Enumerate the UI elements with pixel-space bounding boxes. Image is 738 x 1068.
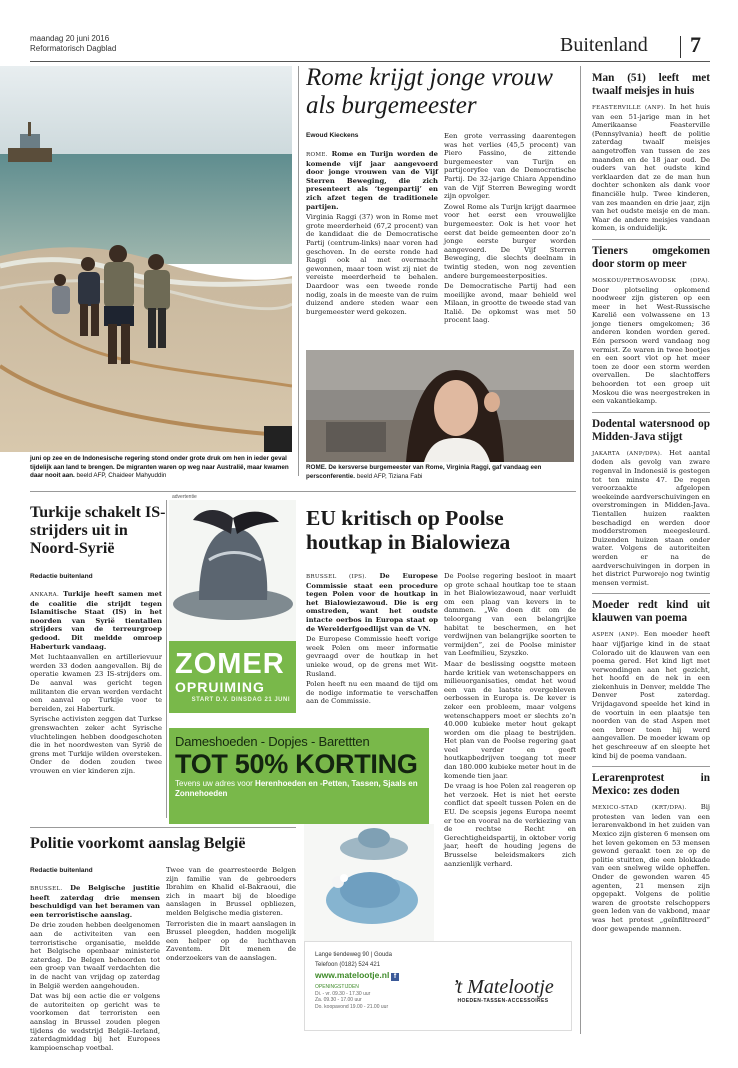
side-place: JAKARTA (ANP/DPA). bbox=[592, 450, 663, 457]
side-text: Het aantal doden als gevolg van zware regenval in Indonesië is gestegen tot ten minste 47. De regen veroorzaakte afgelopen weekeinde aardverschuivingen en overstromingen in Midden-Java. Tientallen huizen raakten beschadigd en werden door modderstromen meegesleurd. Duizenden huizen staan onder water. Volgens de autoriteiten werden er na de aardverschuivingen in dorpen in het district Purworejo nog twintig mensen vermist. bbox=[592, 448, 710, 587]
side-rule bbox=[592, 412, 710, 413]
ad-zomer: ZOMER bbox=[175, 648, 285, 680]
photo-raggi-credit: beeld AFP, Tiziana Fabi bbox=[356, 472, 423, 480]
side-place: ASPEN (ANP). bbox=[592, 632, 640, 639]
turkije-byline: Redactie buitenland bbox=[30, 573, 93, 580]
politie-lead: De Belgische justitie heeft zaterdag drie mensen beschuldigd van het beramen van een terroristische aanslag. bbox=[30, 884, 160, 919]
rome-place: ROME. bbox=[306, 152, 328, 158]
rome-col-1 bbox=[306, 150, 438, 318]
ad-offer bbox=[169, 728, 429, 824]
section-rule bbox=[30, 491, 576, 492]
rome-paragraph: Een grote verrassing daarentegen was het verlies (45,5 procent) van Piero Fassino, de zittende burgemeester van Turijn en partijcoryfee van de Democratische Partij. De 32-jarige Chiara Appendino van de Vijf Sterren Beweging wordt zijn opvolger. bbox=[444, 132, 576, 201]
turkije-paragraph: Syrische activisten zeggen dat Turkse grenswachten zeker acht Syrische vluchtelingen hebben doodgeschoten die in het noordwesten van Syrië de grens met Turkije wilden oversteken. Onder de doden zouden twee vrouwen en vier kinderen zijn. bbox=[30, 715, 162, 775]
eu-col-1 bbox=[306, 572, 438, 708]
side-column bbox=[592, 72, 710, 935]
eu-col-2 bbox=[444, 572, 576, 870]
side-place: MEXICO-STAD (KRT/DPA). bbox=[592, 805, 687, 812]
politie-paragraph: De drie zouden hebben deelgenomen aan de activiteiten van een terroristische organisatie, meldde het Belgische openbaar ministerie zaterdag. De Belgen behoorden tot een groep van twaalf verdachten die in de nacht van vrijdag op zaterdag in België werden aangehouden. bbox=[30, 921, 160, 990]
ad-tevens-prefix: Tevens uw adres voor bbox=[175, 779, 256, 788]
side-rule bbox=[592, 593, 710, 594]
ad-brand-logo bbox=[439, 976, 567, 1004]
ad-brand-sub: HOEDEN-TASSEN-ACCESSOIRES bbox=[457, 998, 549, 1004]
photo-raggi-drawing bbox=[306, 350, 574, 462]
ad-korting: TOT 50% KORTING bbox=[175, 749, 418, 779]
photo-raggi-caption bbox=[306, 464, 574, 481]
rome-paragraph: Zowel Rome als Turijn krijgt daarmee voor het eerst een vrouwelijke burgemeester. Ook is het voor het eerst dat beide gemeenten door zo’n jonge eerste burger worden aangevoerd. De Vijf Sterren Beweging, die slechts deelnam in twintig steden, won nog zeventien andere burgemeesterposities. bbox=[444, 202, 576, 280]
side-text: Bij protesten van leden van een lerarenvakbond in het zuiden van Mexico zijn gisteren 6 mensen om het leven gekomen en 53 mensen gewond geraakt toen ze op de politie stuitten, die een blokkade van een snelweg wilde opheffen. Onder de gewonden waren 45 agenten, 21 mensen zijn opgepakt. Volgens de politie waren de grootste relschoppers geen leden van de vakbond, maar was het protest „geïnfiltreerd” door gewapende mannen. bbox=[592, 803, 710, 933]
ad-hat-photo bbox=[169, 500, 296, 641]
politie-col-1 bbox=[30, 884, 160, 1054]
ad-items: Dameshoeden - Dopjes - Barettten bbox=[175, 734, 370, 749]
header-rule bbox=[30, 61, 710, 62]
ad-hours-title: OPENINGSTIJDEN bbox=[315, 984, 359, 990]
rome-paragraph: De Democratische Partij had een moeilijke avond, maar behield wel Milaan, in grootte de tweede stad van Italië. De opkomst was met 50 procent laag. bbox=[444, 282, 576, 325]
politie-headline: Politie voorkomt aanslag België bbox=[30, 835, 246, 852]
column-rule bbox=[580, 66, 581, 1034]
eu-paragraph: De Europese Commissie heeft vorige week Polen om meer informatie gevraagd over de houtkap in het unieke woud, op de grens met Wit-Rusland. bbox=[306, 635, 438, 678]
rome-headline: Rome krijgt jonge vrouw als burgemeester bbox=[306, 64, 553, 119]
side-text: Een moeder heeft haar vijfjarige kind in de staat Colorado uit de klauwen van een poema gered. Het kind ligt met verwondingen aan het gezicht, het hoofd en de nek in een ziekenhuis in Denver, meldde The Denver Post zaterdag. Vrijdagavond speelde het kind in de voortuin in een plaatsje ten noorden van de stad Aspen met een broer toen hij werd aangevallen. De moeder kwam op het geschreeuw af en sleepte het kind bij de poema vandaan. bbox=[592, 630, 710, 760]
page-number: 7 bbox=[690, 32, 701, 57]
photo-migrants-credit: beeld AFP, Chaideer Mahyuddin bbox=[76, 472, 167, 479]
ad-label: advertentie bbox=[172, 494, 197, 500]
politie-paragraph: Twee van de gearresteerde Belgen zijn familie van de gebroeders Ibrahim en Khalid el-Bakraoui, die zich in maart bij de bloedige aanslagen in Brussel opbliezen, melden Belgische media gisteren. bbox=[166, 866, 296, 917]
ad-shop-info bbox=[304, 941, 572, 1031]
side-headline: Dodental watersnood op Midden-Java stijgt bbox=[592, 417, 710, 443]
rome-lead: Rome en Turijn worden de komende vijf jaar aangevoerd door jonge vrouwen van de Vijf Sterren Beweging, die zich presenteert als ‘tegenpartij’ en zich afzet tegen de traditionele partijen. bbox=[306, 150, 438, 211]
section-title: Buitenland bbox=[560, 34, 648, 56]
side-headline: Tieners omgekomen door storm op meer bbox=[592, 244, 710, 270]
ad-start: START D.V. DINSDAG 21 JUNI bbox=[191, 697, 290, 703]
turkije-paragraph: Met luchtaanvallen en artillerievuur werden 33 doden aangevallen. Bij de operatie kwamen 23 IS-strijders om. De aanval was gericht tegen militanten die ervan werden verdacht een aanval op Turkije voor te bereiden, zei Haberturk. bbox=[30, 653, 162, 713]
ad-hat-photo-2 bbox=[304, 824, 434, 941]
side-rule bbox=[592, 239, 710, 240]
ad-url-link[interactable]: www.matelootje.nl bbox=[315, 970, 390, 980]
hat-icon bbox=[304, 824, 434, 941]
ad-hours: Za. 09.30 - 17.00 uur bbox=[315, 997, 362, 1003]
eu-place: BRUSSEL (IPS). bbox=[306, 574, 367, 580]
facebook-icon[interactable]: f bbox=[391, 973, 399, 981]
ad-hours: Do. koopavond 19.00 - 21.00 uur bbox=[315, 1003, 389, 1010]
politie-paragraph: Terroristen die in maart aanslagen in Brussel pleegden, hadden mogelijk een helper op de luchthaven Zaventem. Dit menen de onderzoekers van de aanslagen. bbox=[166, 919, 296, 962]
photo-migrants bbox=[0, 66, 292, 452]
turkije-lead: Turkije heeft samen met de coalitie die strijdt tegen Islamitische Staat (IS) in het noorden van Syrië tientallen strijders van de terreurgroep gedood. Dit meldde omroep Haberturk vandaag. bbox=[30, 590, 162, 651]
side-text: Door plotseling opkomend noodweer zijn gisteren op een meer in het West-Russische Karelië een volwassene en 13 jonge tieners omgekomen; 36 anderen konden worden gered. Eén persoon werd vandaag nog vermist. Ze waren in twee bootjes en een soort vlot op het meer toen ze door een storm werden overvallen. De slachtoffers behoorden tot een groep uit Moskou die was neergestreken in een vakantiekamp. bbox=[592, 285, 710, 406]
side-text: In het huis van een 51-jarige man in het Amerikaanse Feasterville (Pennsylvania) heeft de politie zaterdag twaalf meisjes aangetroffen van tussen de zes maanden en de 18 jaar oud. De ouders van het oudste kind verklaarden dat ze de man hun dochter schonken als dank voor financiële hulp. Twee kinderen, van zes maanden en drie jaar, zijn van het oudste meisje en de man. Waar de andere meisjes vandaan komen, is onduidelijk. bbox=[592, 103, 710, 233]
photo-raggi-caption-text: ROME. De kersverse burgemeester van Rome, Virginia Raggi, gaf vandaag een persconferentie. bbox=[306, 464, 542, 480]
ad-brand: ’t Matelootje bbox=[452, 976, 554, 998]
rome-byline: Ewoud Kieckens bbox=[306, 132, 359, 139]
politie-byline: Redactie buitenland bbox=[30, 867, 93, 874]
photo-raggi bbox=[306, 350, 574, 462]
side-headline: Moeder redt kind uit klauwen van poema bbox=[592, 599, 710, 625]
rome-paragraph: Virginia Raggi (37) won in Rome met grote meerderheid (67,2 procent) van de kandidaat die de Democratische Partij (centrum-links) naar voren had geschoven. In de eerste ronde had Raggi ook al met overmacht gewonnen, maar toen wist zij niet de vereiste meerderheid te behalen. Daardoor was een tweede ronde nodig, zoals in de meeste van de ruim duizend andere steden waar een burgemeester werd gekozen. bbox=[306, 213, 438, 316]
eu-lead: De Europese Commissie staat een procedure tegen Polen voor de houtkap in het Bialowiezawoud. Die is erg omstreden, want het oudste intacte oerbos in Europa staat op de Werelderfgoedlijst van de VN. bbox=[306, 572, 438, 633]
eu-paragraph: Polen heeft nu een maand de tijd om de nodige informatie te verschaffen aan de Commissie. bbox=[306, 680, 438, 706]
turkije-body bbox=[30, 590, 162, 777]
ad-tevens-bold: Herenhoeden en -Petten, Tassen, Sjaals en Zonnehoeden bbox=[175, 779, 418, 798]
section-rule bbox=[30, 827, 296, 828]
politie-col-2 bbox=[166, 866, 296, 965]
column-rule bbox=[298, 66, 299, 476]
ad-tevens bbox=[175, 779, 423, 799]
eu-headline: EU kritisch op Poolse houtkap in Bialowieza bbox=[306, 506, 511, 554]
ad-phone: Telefoon (0182) 524 421 bbox=[315, 962, 381, 968]
ad-shop-block bbox=[315, 950, 399, 1010]
eu-paragraph: Maar de beslissing oogstte meteen harde kritiek van wetenschappers en milieuorganisaties, omdat het woud een van de laatste overgebleven oerbossen in Europa is. De kever is zeker een probleem, maar volgens wetenschappers moet er slechts zo’n 40.000 kubieke meter hout gekapt worden om die plaag te bestrijden. Het plan van de Poolse regering gaat veel verder en geeft houtkapbedrijven toegang tot meer dan 180.000 kubieke meter hout in de komende tien jaar. bbox=[444, 659, 577, 780]
ad-hours: Di. - vr. 09.30 - 17.30 uur bbox=[315, 990, 371, 997]
side-place: FEASTERVILLE (ANP). bbox=[592, 105, 666, 111]
politie-place: BRUSSEL. bbox=[30, 886, 63, 892]
eu-paragraph: De Poolse regering besloot in maart op grote schaal houtkap toe te staan in het Bialowiezawoud, naar verluidt om een plaag van kevers in te dammen. „We doen dit om de teloorgang van een belangrijke habitat te beschermen, en het verdwijnen van belangrijke soorten te vermijden”, zei de Poolse minister van Leefmilieu, Szyszko. bbox=[444, 572, 576, 658]
side-rule bbox=[592, 766, 710, 767]
turkije-place: ANKARA. bbox=[30, 592, 60, 598]
photo-migrants-caption-text: juni op zee en de Indonesische regering stond onder grote druk om hen in ieder geval tijdelijk aan land te brengen. De migranten waren op weg naar Australië, maar kwamen daar nooit aan. bbox=[30, 455, 289, 479]
ad-opruiming: OPRUIMING bbox=[175, 679, 265, 695]
header-paper: Reformatorisch Dagblad bbox=[30, 44, 117, 53]
politie-paragraph: Dat was bij een actie die er volgens de autoriteiten op gericht was te voorkomen dat terroristen een aanslag in Brussel zouden plegen tijdens de wedstrijd België–Ierland, zaterdagmiddag bij het Europees kampioenschap voetbal. bbox=[30, 992, 160, 1052]
side-headline: Lerarenprotest in Mexico: zes doden bbox=[592, 772, 710, 798]
header-date-block bbox=[30, 34, 116, 54]
hat-icon bbox=[169, 500, 296, 641]
header-date: maandag 20 juni 2016 bbox=[30, 34, 110, 43]
photo-migrants-caption bbox=[30, 455, 292, 481]
ad-banner bbox=[169, 641, 296, 713]
column-rule bbox=[166, 500, 167, 818]
photo-migrants-drawing bbox=[0, 66, 292, 452]
side-place: MOSKOU/PETROSAVODSK (DPA). bbox=[592, 277, 710, 284]
side-headline: Man (51) leeft met twaalf meisjes in huis bbox=[592, 72, 710, 97]
eu-paragraph: De vraag is hoe Polen zal reageren op het verzoek. Het is niet het eerste conflict dat speelt tussen Polen en de EU. De scepsis jegens Europa neemt er toe en vooral na de verkiezing van de rechtse Recht en Gerechtigheidspartij, in oktober vorig jaar, heeft de houding jegens de Brusselse beleidsmakers zich aanzienlijk verhard. bbox=[444, 782, 576, 868]
header-divider bbox=[680, 36, 681, 58]
rome-col-2 bbox=[444, 132, 576, 327]
ad-address: Lange tiendeweg 90 | Gouda bbox=[315, 952, 392, 958]
turkije-headline: Turkije schakelt IS-strijders uit in Noord-Syrië bbox=[30, 504, 166, 557]
